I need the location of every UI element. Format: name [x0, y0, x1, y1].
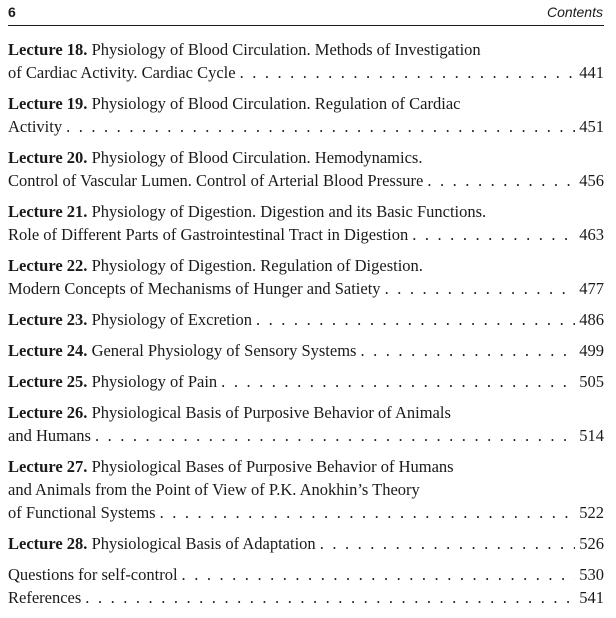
toc-line — [8, 254, 604, 277]
toc-title-text — [8, 339, 356, 362]
toc-title: Physiology of Digestion. Regulation of Digestion. — [91, 256, 423, 275]
toc-title: Control of Vascular Lumen. Control of Arterial Blood Pressure — [8, 171, 424, 190]
toc-entry[interactable] — [8, 200, 604, 246]
toc-title: Activity — [8, 117, 63, 136]
page-ref[interactable]: 499 — [579, 341, 604, 360]
toc-entry[interactable] — [8, 308, 604, 331]
toc-title: and Humans — [8, 426, 91, 445]
lecture-number: Lecture 21. — [8, 202, 88, 221]
toc-title-text — [8, 308, 252, 331]
toc-entry[interactable] — [8, 370, 604, 393]
toc-title: Role of Different Parts of Gastrointestinal Tract in Digestion — [8, 225, 409, 244]
dot-leader — [240, 61, 576, 84]
toc-title: of Functional Systems — [8, 503, 156, 522]
toc-title-text — [8, 223, 408, 246]
page-header — [8, 2, 603, 26]
toc-line — [8, 339, 604, 362]
toc-entry[interactable] — [8, 401, 604, 447]
toc-line — [8, 532, 604, 555]
page-ref[interactable]: 541 — [579, 588, 604, 607]
dot-leader — [221, 370, 575, 393]
lecture-number: Lecture 24. — [8, 341, 88, 360]
lecture-number: Lecture 22. — [8, 256, 88, 275]
page-ref[interactable]: 522 — [579, 503, 604, 522]
dot-leader — [182, 563, 576, 586]
toc-entry[interactable] — [8, 532, 604, 555]
page-ref[interactable]: 530 — [579, 565, 604, 584]
toc-title-text — [8, 478, 420, 501]
dot-leader — [385, 277, 576, 300]
toc-title: References — [8, 588, 82, 607]
toc-title-text — [8, 563, 178, 586]
toc-line — [8, 115, 604, 138]
dot-leader — [160, 501, 576, 524]
toc-title-text — [8, 115, 62, 138]
dot-leader — [320, 532, 576, 555]
toc-line — [8, 223, 604, 246]
lecture-number: Lecture 28. — [8, 534, 88, 553]
dot-leader — [95, 424, 575, 447]
toc-title-text — [8, 38, 481, 61]
page-ref[interactable]: 456 — [579, 171, 604, 190]
toc-line — [8, 501, 604, 524]
dot-leader — [427, 169, 575, 192]
toc-title-text — [8, 424, 91, 447]
page-ref[interactable]: 526 — [579, 534, 604, 553]
toc-entry[interactable] — [8, 38, 604, 84]
lecture-number: Lecture 23. — [8, 310, 88, 329]
toc-line — [8, 61, 604, 84]
section-title: Contents — [546, 4, 603, 20]
toc-line — [8, 146, 604, 169]
page-number: 6 — [8, 4, 16, 20]
toc-title: Physiological Basis of Adaptation — [91, 534, 316, 553]
toc-entry[interactable] — [8, 563, 604, 586]
toc-entry[interactable] — [8, 254, 604, 300]
toc-entry[interactable] — [8, 455, 604, 524]
toc-title: Physiology of Pain — [91, 372, 218, 391]
toc-title-text — [8, 169, 423, 192]
toc-title: Physiological Basis of Purposive Behavior of Animals — [91, 403, 451, 422]
toc-entry[interactable] — [8, 146, 604, 192]
toc-line — [8, 169, 604, 192]
toc-title-text — [8, 92, 460, 115]
dot-leader — [360, 339, 575, 362]
toc-line — [8, 586, 604, 609]
toc-title: Questions for self-control — [8, 565, 178, 584]
toc-title: Physiology of Digestion. Digestion and its Basic Functions. — [91, 202, 487, 221]
dot-leader — [412, 223, 575, 246]
page-ref[interactable]: 441 — [579, 63, 604, 82]
toc-title-text — [8, 532, 316, 555]
lecture-number: Lecture 18. — [8, 40, 88, 59]
toc-line — [8, 308, 604, 331]
toc-line — [8, 455, 604, 478]
lecture-number: Lecture 25. — [8, 372, 88, 391]
toc-title: Physiology of Blood Circulation. Hemodynamics. — [91, 148, 423, 167]
toc-title: Physiology of Excretion — [91, 310, 252, 329]
toc-line — [8, 478, 604, 501]
page-ref[interactable]: 477 — [579, 279, 604, 298]
toc-line — [8, 92, 604, 115]
toc-title-text — [8, 200, 486, 223]
dot-leader — [66, 115, 575, 138]
table-of-contents — [8, 38, 604, 617]
toc-title-text — [8, 586, 81, 609]
toc-entry[interactable] — [8, 586, 604, 609]
toc-line — [8, 38, 604, 61]
toc-title-text — [8, 61, 236, 84]
toc-line — [8, 200, 604, 223]
toc-title: Physiology of Blood Circulation. Regulation of Cardiac — [91, 94, 461, 113]
toc-line — [8, 277, 604, 300]
toc-title: Physiological Bases of Purposive Behavior of Humans — [91, 457, 454, 476]
toc-entry[interactable] — [8, 92, 604, 138]
toc-line — [8, 563, 604, 586]
toc-title-text — [8, 370, 217, 393]
page-ref[interactable]: 505 — [579, 372, 604, 391]
toc-title-text — [8, 146, 422, 169]
toc-title-text — [8, 401, 451, 424]
toc-line — [8, 424, 604, 447]
toc-title-text — [8, 455, 454, 478]
page-ref[interactable]: 451 — [579, 117, 604, 136]
toc-title: and Animals from the Point of View of P.K. Anokhin’s Theory — [8, 480, 420, 499]
lecture-number: Lecture 20. — [8, 148, 88, 167]
toc-title: Physiology of Blood Circulation. Methods of Investigation — [91, 40, 481, 59]
lecture-number: Lecture 19. — [8, 94, 88, 113]
toc-title-text — [8, 501, 156, 524]
toc-line — [8, 401, 604, 424]
toc-title: Modern Concepts of Mechanisms of Hunger and Satiety — [8, 279, 381, 298]
toc-line — [8, 370, 604, 393]
header-rule — [8, 25, 604, 26]
page-ref[interactable]: 486 — [579, 310, 604, 329]
toc-title-text — [8, 254, 423, 277]
page-ref[interactable]: 514 — [579, 426, 604, 445]
lecture-number: Lecture 27. — [8, 457, 88, 476]
toc-title-text — [8, 277, 381, 300]
lecture-number: Lecture 26. — [8, 403, 88, 422]
page-ref[interactable]: 463 — [579, 225, 604, 244]
toc-title: General Physiology of Sensory Systems — [91, 341, 357, 360]
toc-title: of Cardiac Activity. Cardiac Cycle — [8, 63, 236, 82]
toc-entry[interactable] — [8, 339, 604, 362]
dot-leader — [85, 586, 575, 609]
dot-leader — [256, 308, 575, 331]
